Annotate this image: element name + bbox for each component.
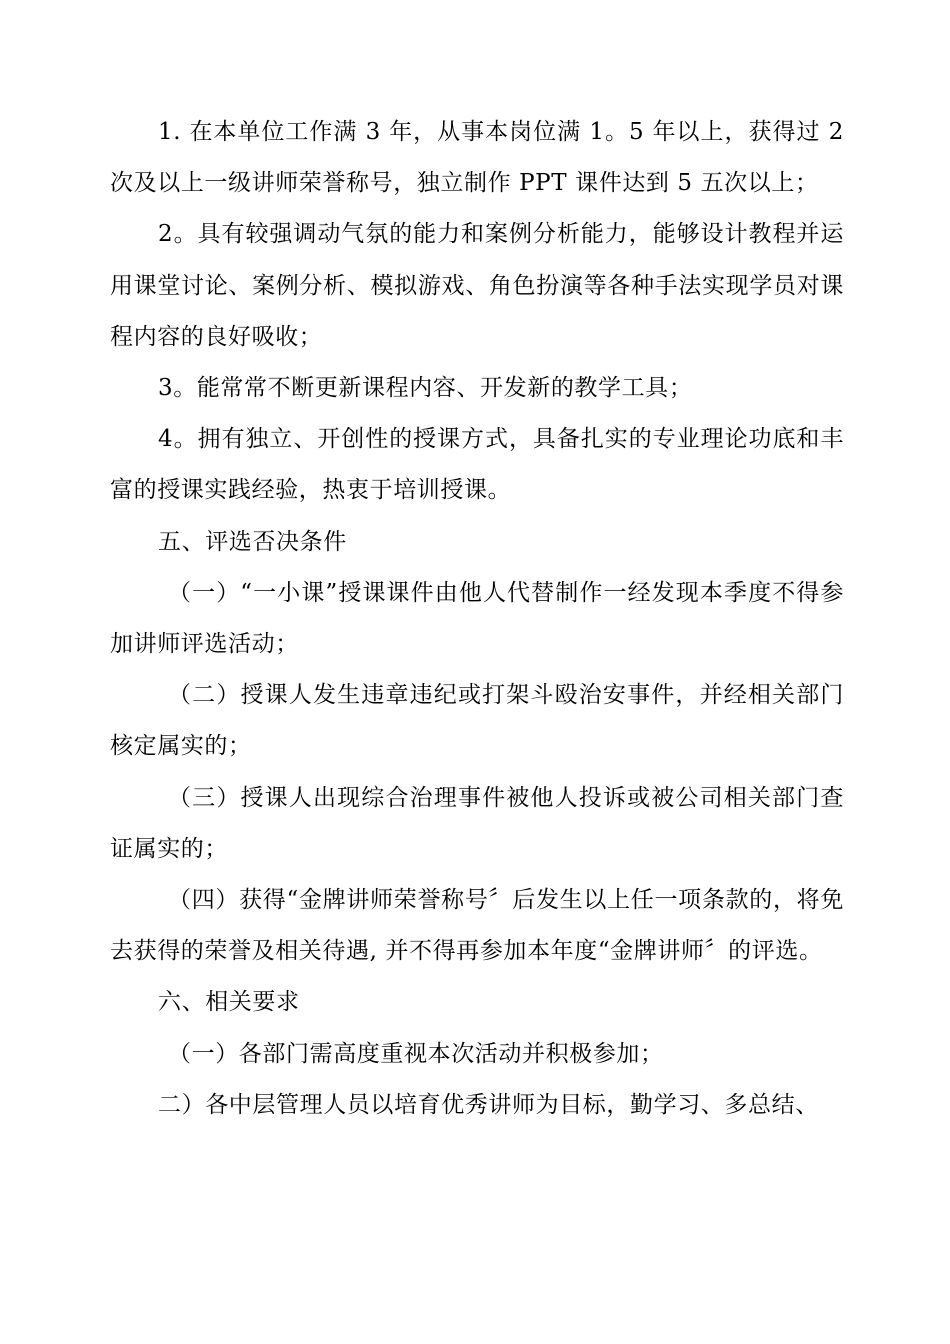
requirement-item-3: 3。能常常不断更新课程内容、开发新的教学工具； <box>158 375 693 402</box>
requirement-item-2: 2。具有较强调动气氛的能力和案例分析能力，能够设计教程并运用课堂讨论、案例分析、模拟游戏、角色扮演等各种手法实现学员对课程内容的良好吸收； <box>110 221 844 350</box>
veto-condition-3: （三）授课人出现综合治理事件被他人投诉或被公司相关部门查证属实的； <box>110 784 844 862</box>
requirement-item-4: 4。拥有独立、开创性的授课方式，具备扎实的专业理论功底和丰富的授课实践经验，热衷于培训授课。 <box>110 426 844 504</box>
veto-condition-1: （一）“一小课”授课课件由他人代替制作一经发现本季度不得参加讲师评选活动； <box>110 579 844 658</box>
veto-condition-4: （四）获得“金牌讲师荣誉称号〞后发生以上任一项条款的，将免去获得的荣誉及相关待遇, 并不得再参加本年度“金牌讲师〞的评选。 <box>110 887 844 965</box>
section-heading-veto-conditions: 五、评选否决条件 <box>158 528 347 555</box>
section-heading-related-requirements: 六、相关要求 <box>158 989 300 1016</box>
related-requirement-2: 二）各中层管理人员以培育优秀讲师为目标，勤学习、多总结、 <box>158 1091 819 1118</box>
requirement-item-1: 1. 在本单位工作满 3 年，从事本岗位满 1。5 年以上，获得过 2 次及以上一级讲师荣誉称号，独立制作 PPT 课件达到 5 五次以上； <box>110 119 844 197</box>
related-requirement-1: （一）各部门需高度重视本次活动并积极参加； <box>168 1040 664 1067</box>
document-page <box>110 107 844 1131</box>
veto-condition-2: （二）授课人发生违章违纪或打架斗殴治安事件，并经相关部门核定属实的； <box>110 682 844 760</box>
